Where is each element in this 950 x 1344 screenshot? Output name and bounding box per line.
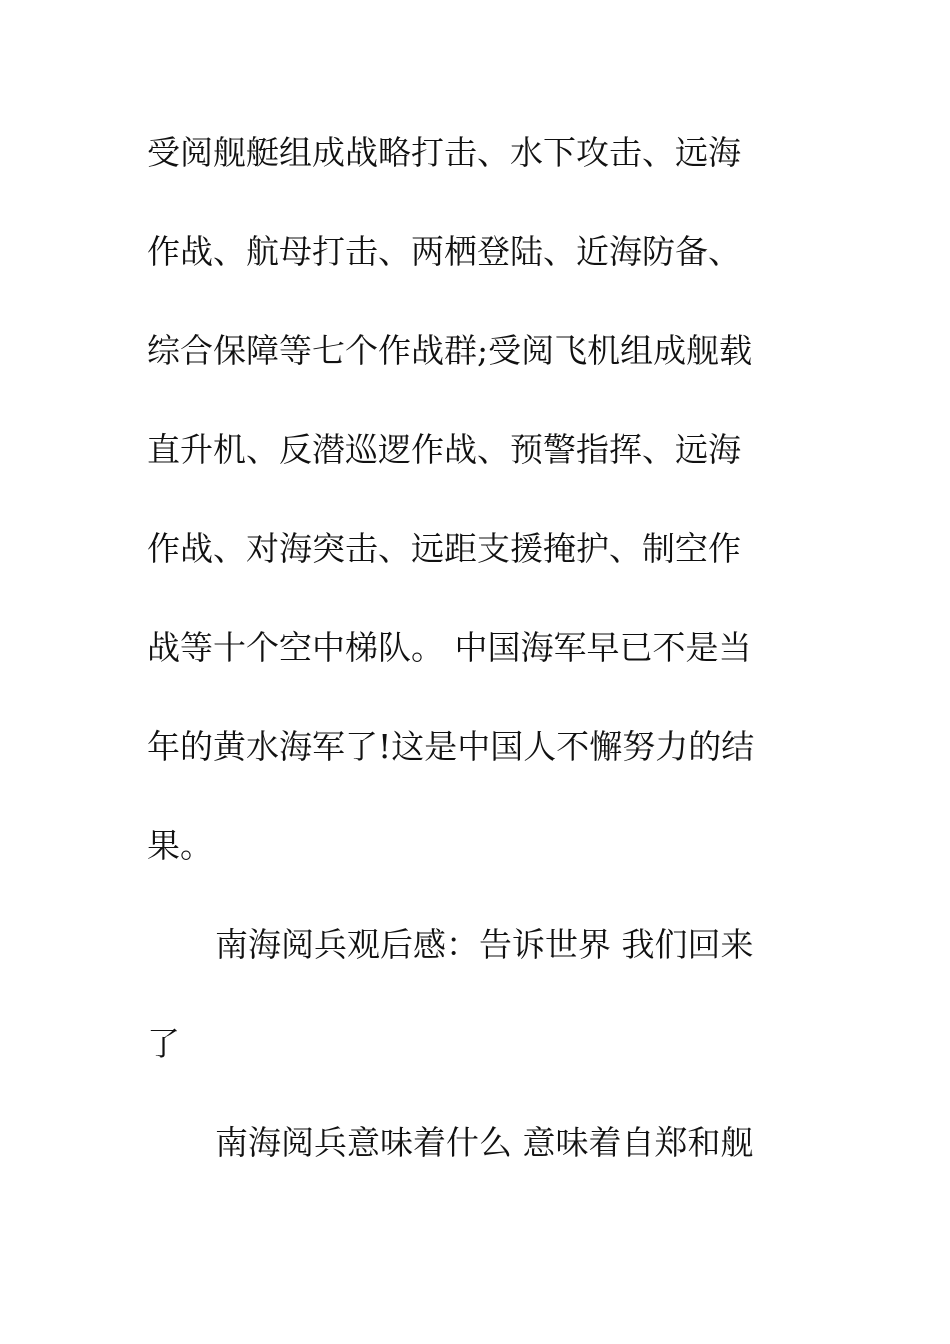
paragraph-2 [147, 1110, 807, 1209]
text-line: 综合保障等七个作战群;受阅飞机组成舰载 [147, 331, 753, 370]
text-line: 果。 [147, 826, 213, 865]
text-line: 战等十个空中梯队。 中国海军早已不是当 [147, 628, 752, 667]
text-line: 作战、航母打击、两栖登陆、近海防备、 [147, 232, 741, 271]
text-line: 南海阅兵意味着什么 意味着自郑和舰 [215, 1123, 754, 1162]
section-heading [147, 912, 807, 1110]
heading-line: 了 [147, 1024, 180, 1063]
text-line: 作战、对海突击、远距支援掩护、制空作 [147, 529, 741, 568]
text-line: 年的黄水海军了!这是中国人不懈努力的结 [147, 727, 755, 766]
text-line: 受阅舰艇组成战略打击、水下攻击、远海 [147, 133, 741, 172]
heading-line: 南海阅兵观后感：告诉世界 我们回来 [215, 925, 754, 964]
paragraph-1 [147, 120, 807, 912]
document-body [147, 120, 807, 1209]
text-line: 直升机、反潜巡逻作战、预警指挥、远海 [147, 430, 741, 469]
